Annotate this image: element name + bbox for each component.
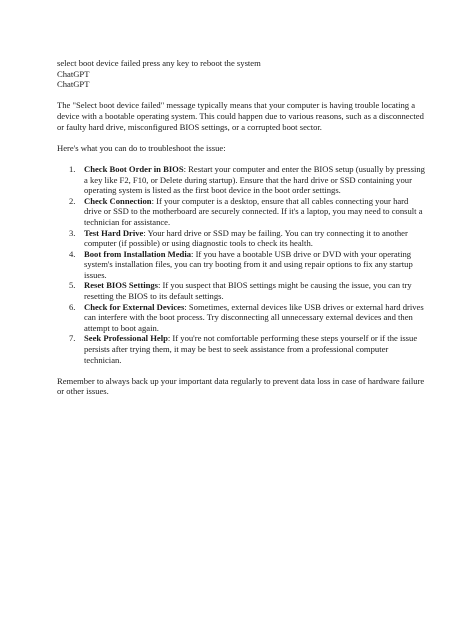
intro-paragraph: The "Select boot device failed" message typically means that your computer is having trouble locating a device with a bootable operating system. This could happen due to various reasons, such as a disconnected or faulty hard drive, misconfigured BIOS settings, or a corrupted boot sector. (57, 100, 424, 132)
step-item (57, 249, 427, 281)
step-item (57, 164, 427, 196)
step-text: : Restart your computer and enter the BIOS setup (usually by pressing a key like F2, F10, or Delete during startup). Ensure that the hard drive or SSD containing your operating system is listed as the first boot device in the boot order settings. (84, 163, 425, 196)
step-number: 6. (69, 301, 76, 312)
step-term: Reset BIOS Settings (84, 280, 159, 291)
step-item (57, 196, 427, 228)
step-term: Seek Professional Help (84, 333, 168, 344)
step-number: 1. (69, 163, 76, 174)
step-text: : If you suspect that BIOS settings might be causing the issue, you can try resetting the BIOS to its default settings. (84, 280, 412, 302)
step-term: Check Connection (84, 195, 152, 206)
step-text: : Sometimes, external devices like USB drives or external hard drives can interfere with the boot process. Try disconnecting all unnecessary external devices and then attempt to boot again. (84, 301, 424, 333)
lead-paragraph: Here's what you can do to troubleshoot the issue: (57, 142, 226, 153)
step-term: Test Hard Drive (84, 227, 144, 238)
step-item (57, 280, 427, 301)
step-item (57, 333, 427, 365)
step-number: 4. (69, 248, 76, 259)
speaker-label: ChatGPT (57, 68, 90, 79)
step-item (57, 302, 427, 334)
step-number: 3. (69, 227, 76, 238)
step-term: Boot from Installation Media (84, 248, 192, 259)
step-term: Check Boot Order in BIOS (84, 163, 184, 174)
step-text: : If you have a bootable USB drive or DVD with your operating system's installation files, you can try booting from it and using repair options to fix any startup issues. (84, 248, 413, 280)
step-number: 2. (69, 195, 76, 206)
document-page (57, 58, 427, 397)
troubleshooting-steps (57, 164, 427, 365)
step-text: : If you're not comfortable performing these steps yourself or if the issue persists after trying them, it may be best to seek assistance from a professional computer technician. (84, 333, 418, 365)
step-number: 5. (69, 280, 76, 291)
step-number: 7. (69, 333, 76, 344)
speaker-label: ChatGPT (57, 79, 90, 90)
step-text: : If your computer is a desktop, ensure that all cables connecting your hard drive or SSD to the motherboard are securely connected. If it's a laptop, you may need to consult a technician for assistance. (84, 195, 423, 227)
step-text: : Your hard drive or SSD may be failing. You can try connecting it to another computer (if possible) or using diagnostic tools to check its health. (84, 227, 408, 249)
step-term: Check for External Devices (84, 301, 185, 312)
closing-paragraph: Remember to always back up your important data regularly to prevent data loss in case of hardware failure or other issues. (57, 375, 425, 397)
step-item (57, 228, 427, 249)
user-prompt: select boot device failed press any key to reboot the system (57, 58, 261, 68)
